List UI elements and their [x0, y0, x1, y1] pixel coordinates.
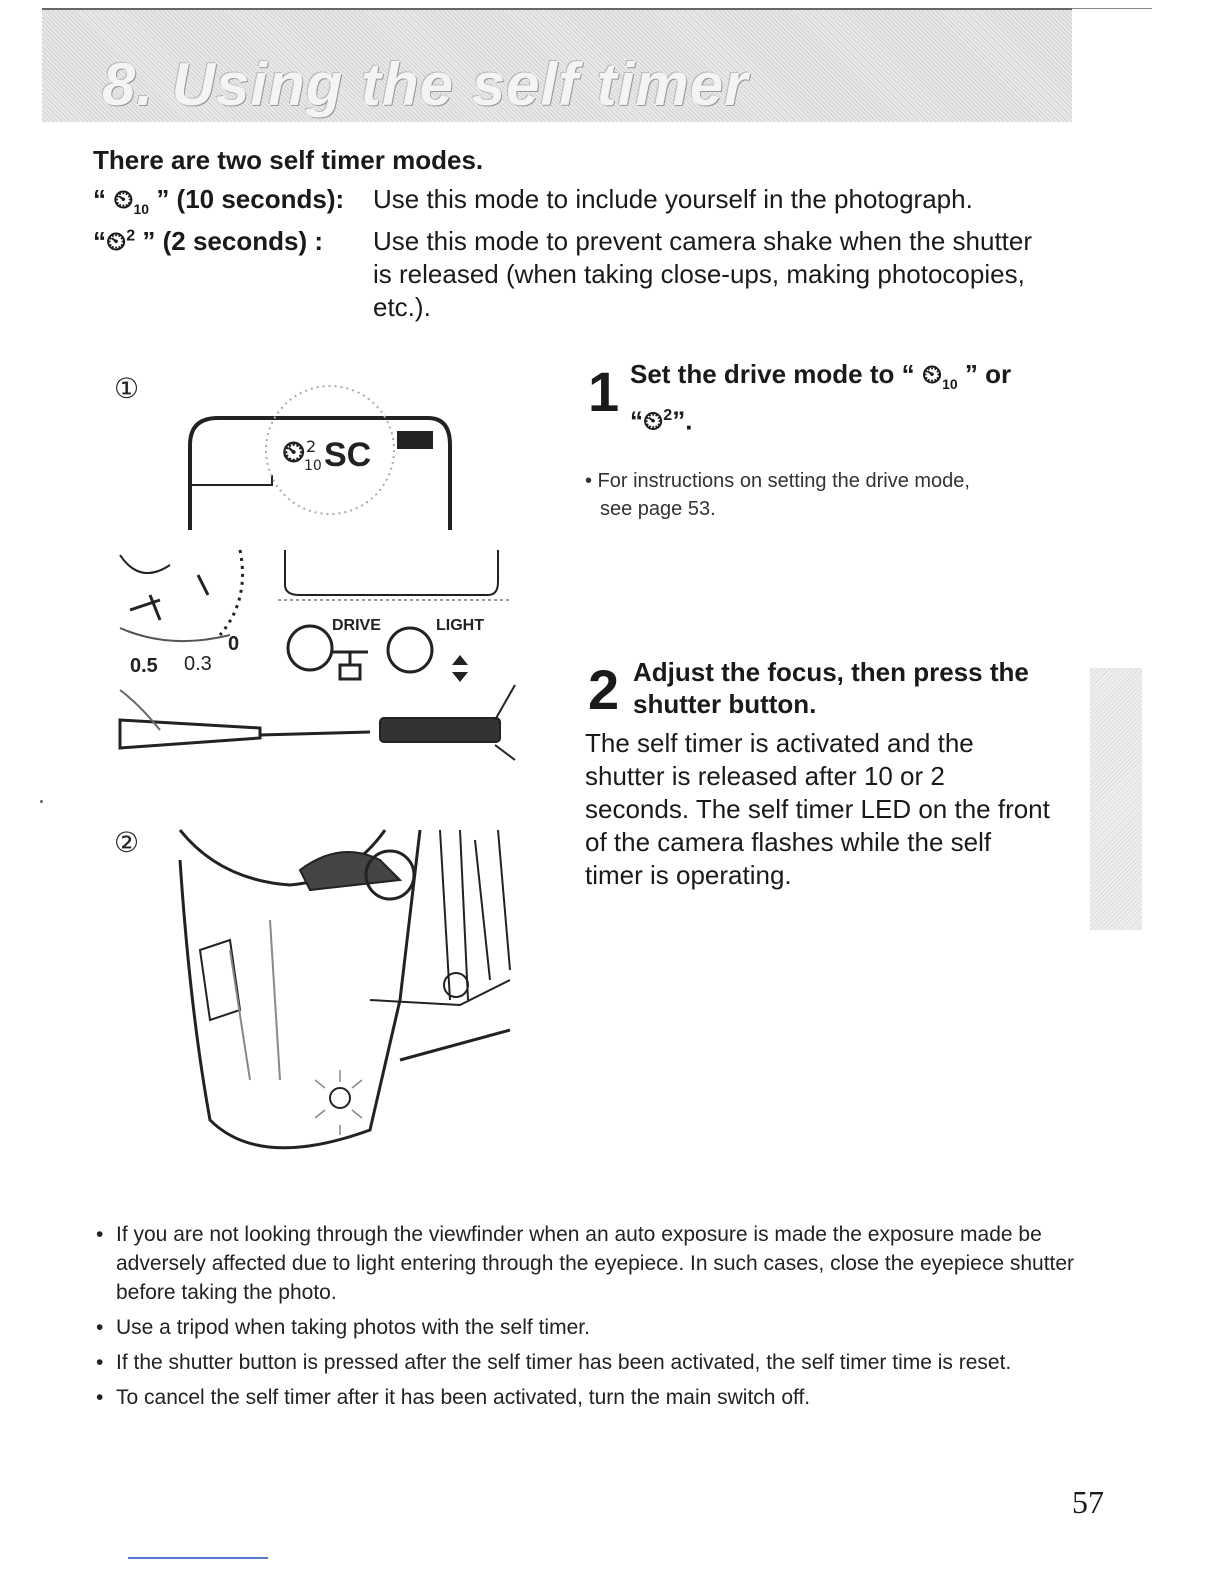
step-2-title-line2: shutter button.: [633, 689, 817, 719]
step-1-title-d: ”.: [672, 405, 693, 436]
step-2-body: The self timer is activated and the shutter is released after 10 or 2 seconds. The self timer LED on the front of the camera flashes while the self timer is operating.: [585, 728, 1050, 890]
notes-list: [96, 1220, 1076, 1418]
side-tab: [1090, 668, 1142, 930]
mode-10s-suffix: ” (10 seconds):: [149, 184, 345, 214]
margin-dot: [40, 800, 43, 803]
step-1-title-a: Set the drive mode to “ ⏲: [630, 359, 943, 389]
mode-10s-sub: 10: [133, 201, 150, 218]
step-1-number: 1: [588, 360, 620, 423]
step-2-number: 2: [588, 658, 620, 721]
main-dial: [380, 718, 500, 742]
callout-1: ①: [114, 372, 140, 405]
section-title: 8. Using the self timer: [102, 51, 749, 118]
arrow-icon: [452, 655, 468, 682]
section-banner: [42, 8, 1072, 122]
step-1-title-c: “⏲: [630, 405, 664, 436]
lcd-timer-icon: ⏲: [282, 435, 306, 470]
step-1-title-b: ” or: [957, 359, 1012, 389]
mode-2s-prefix: “⏲: [93, 226, 127, 256]
step-1-bullet: [585, 467, 1065, 523]
dial-marks: [220, 550, 243, 635]
scale-0: 0: [228, 633, 240, 655]
mode-2s-sup: 2: [126, 227, 136, 245]
drive-mode-icon: [340, 665, 360, 679]
note-item: • Use a tripod when taking photos with the self timer.: [96, 1313, 1076, 1342]
page-number: 57: [1072, 1484, 1104, 1520]
grip-dial: [300, 852, 400, 890]
header-rule: [1072, 8, 1152, 9]
mode-10s-label: [93, 184, 344, 217]
drive-label: DRIVE: [332, 617, 381, 634]
note-item: • To cancel the self timer after it has been activated, turn the main switch off.: [96, 1383, 1076, 1412]
step-2-title-line1: Adjust the focus, then press the: [633, 657, 1029, 687]
step-1-bullet-line2: see page 53.: [600, 498, 716, 520]
step-2-title: [633, 656, 1063, 720]
callout-2: ②: [114, 826, 140, 859]
mode-2s-suffix: ” (2 seconds) :: [135, 226, 324, 256]
lcd-divider: [192, 475, 272, 485]
drive-button: [288, 626, 332, 670]
scale-03: 0.3: [184, 653, 212, 675]
mode-10s-description: Use this mode to include yourself in the photograph.: [373, 184, 973, 214]
camera-illustration: [100, 360, 540, 1190]
intro-heading: There are two self timer modes.: [93, 145, 484, 175]
light-label: LIGHT: [436, 617, 484, 634]
light-button: [388, 628, 432, 672]
self-timer-led: [330, 1088, 350, 1108]
mode-2s-description: Use this mode to prevent camera shake when the shutter is released (when taking close-ups, making photocopies, etc.).: [373, 226, 1033, 322]
mode-2s-label: [93, 226, 323, 258]
note-item: • If the shutter button is pressed after the self timer has been activated, the self timer time is reset.: [96, 1348, 1076, 1377]
step-1-bullet-line1: • For instructions on setting the drive mode,: [585, 470, 970, 492]
top-plate: [285, 550, 498, 595]
footer-rule: [128, 1557, 268, 1559]
lcd-text: SC: [324, 436, 372, 474]
lcd-sub: 10: [304, 458, 322, 474]
mode-10s-prefix: “ ⏲: [93, 184, 134, 214]
step-1-title-sub: 10: [942, 376, 958, 393]
lcd-sup: 2: [306, 437, 317, 456]
scale-05: 0.5: [130, 655, 158, 677]
battery-icon: [398, 432, 432, 448]
step-1-title: [630, 358, 1060, 437]
step-1-title-sup: 2: [663, 407, 673, 425]
dial-arc: [120, 555, 170, 573]
note-item: • If you are not looking through the viewfinder when an auto exposure is made the exposure made be adversely affected due to light entering through the eyepiece. In such cases, close the eyepiece shutter before taking the photo.: [96, 1220, 1076, 1307]
